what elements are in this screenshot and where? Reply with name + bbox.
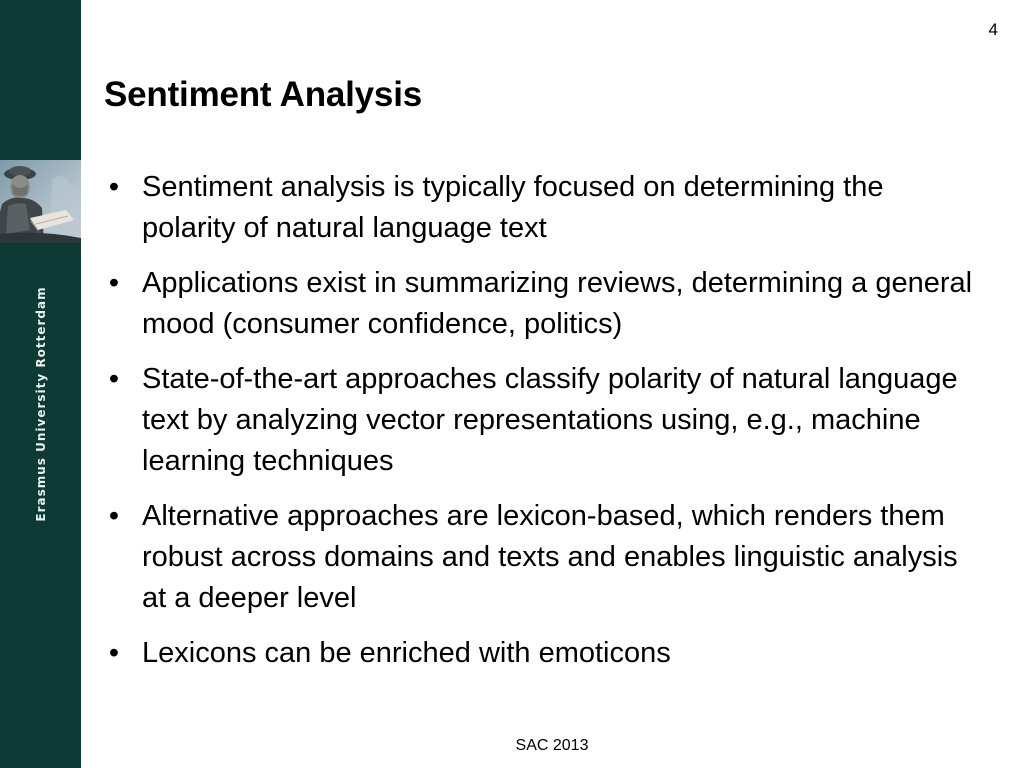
bullet-item (104, 263, 984, 345)
bullet-text: Lexicons can be enriched with emoticons (142, 637, 671, 669)
page-number: 4 (988, 20, 998, 39)
slide-title: Sentiment Analysis (104, 75, 422, 114)
bullet-icon: • (108, 363, 120, 395)
bullet-item (104, 359, 984, 482)
bullet-text: State-of-the-art approaches classify polarity of natural language text by analyzing vector representations using, e.g., machine learning techniques (142, 363, 958, 477)
bullet-icon: • (108, 637, 120, 669)
bullet-text: Applications exist in summarizing reviews, determining a general mood (consumer confidence, politics) (142, 267, 973, 340)
bullet-item (104, 633, 984, 674)
bullet-icon: • (108, 171, 120, 203)
erasmus-portrait-image (0, 160, 81, 243)
bullet-text: Sentiment analysis is typically focused on determining the polarity of natural language text (142, 171, 884, 244)
bullet-icon: • (108, 500, 120, 532)
bullet-text: Alternative approaches are lexicon-based, which renders them robust across domains and texts and enables linguistic analysis at a deeper level (142, 500, 958, 614)
university-name: Erasmus University Rotterdam (34, 286, 48, 522)
sidebar (0, 0, 81, 768)
footer-text: SAC 2013 (515, 737, 589, 754)
bullet-item (104, 496, 984, 619)
bullet-list (104, 167, 984, 688)
bullet-item (104, 167, 984, 249)
bullet-icon: • (108, 267, 120, 299)
